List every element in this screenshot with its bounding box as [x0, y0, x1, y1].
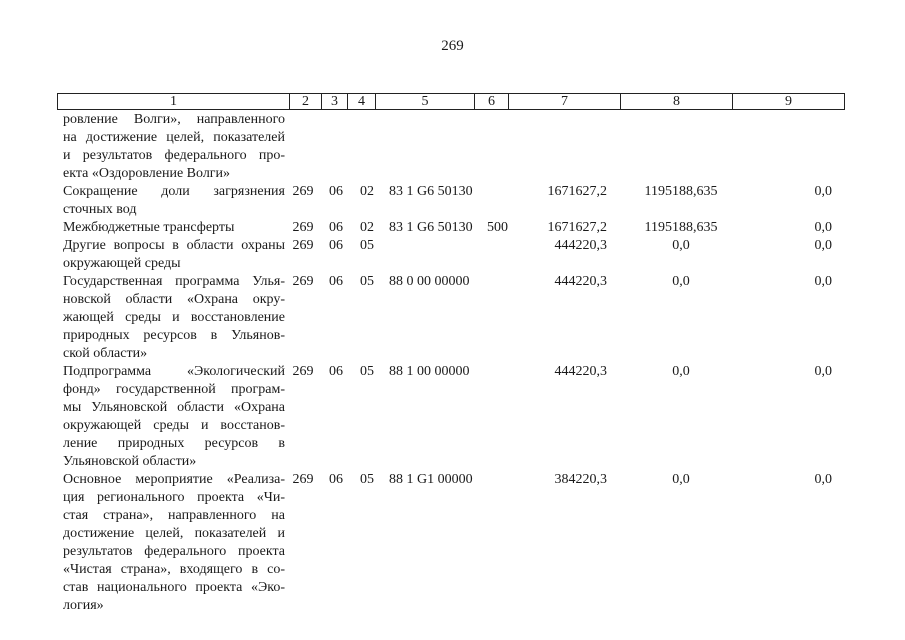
row-name-line: Ульяновской области» — [63, 454, 197, 469]
row-cell-8: 1195188,635 — [644, 184, 718, 199]
row-cell-5: 83 1 G6 50130 — [389, 220, 473, 235]
row-name-line: природных ресурсов в Ульянов- — [63, 328, 285, 343]
row-name-line: «Чистая страна», входящего в со- — [63, 562, 285, 577]
row-cell-7: 1671627,2 — [547, 184, 607, 199]
row-cell-9: 0,0 — [814, 472, 832, 487]
row-name-line: сточных вод — [63, 202, 137, 217]
row-name-cell — [63, 273, 285, 363]
row-cell-4: 05 — [360, 238, 374, 253]
row-name-line: новской области «Охрана окру- — [63, 292, 285, 307]
row-cell-3: 06 — [329, 184, 343, 199]
page-number: 269 — [441, 38, 464, 54]
row-name-line: окружающей среды и восстанов- — [63, 418, 285, 433]
row-name-line: Основное мероприятие «Реализа- — [63, 472, 285, 487]
table-row — [63, 183, 845, 219]
row-name-line: Подпрограмма «Экологический — [63, 364, 285, 379]
row-cell-4: 02 — [360, 220, 374, 235]
row-cell-3: 06 — [329, 274, 343, 289]
row-cell-2: 269 — [292, 238, 314, 253]
row-name-line: Государственная программа Улья- — [63, 274, 285, 289]
row-cell-9: 0,0 — [814, 184, 832, 199]
row-name-line: результатов федерального проекта — [63, 544, 285, 559]
row-cell-9: 0,0 — [814, 220, 832, 235]
row-cell-2: 269 — [292, 184, 314, 199]
row-cell-5: 83 1 G6 50130 — [389, 184, 473, 199]
row-name-cell — [63, 363, 285, 471]
row-name-line: мы Ульяновской области «Охрана — [63, 400, 285, 415]
row-name-line: екта «Оздоровление Волги» — [63, 166, 231, 181]
row-name-line: ция регионального проекта «Чи- — [63, 490, 285, 505]
header-col-7: 7 — [508, 94, 620, 109]
row-cell-4: 05 — [360, 364, 374, 379]
header-col-4: 4 — [347, 94, 375, 109]
row-cell-6: 500 — [487, 220, 508, 235]
row-cell-4: 02 — [360, 184, 374, 199]
header-col-9: 9 — [732, 94, 844, 109]
row-name-line: окружающей среды — [63, 256, 181, 271]
header-col-6: 6 — [474, 94, 508, 109]
row-name-line: ровление Волги», направленного — [63, 112, 285, 127]
row-name-line: Другие вопросы в области охраны — [63, 238, 285, 253]
row-cell-8: 0,0 — [672, 238, 690, 253]
row-name-line: Межбюджетные трансферты — [63, 220, 235, 235]
header-col-5: 5 — [375, 94, 474, 109]
row-name-line: Сокращение доли загрязнения — [63, 184, 285, 199]
row-name-cell — [63, 183, 285, 219]
row-name-cell — [63, 111, 285, 183]
table-row — [63, 219, 845, 237]
row-cell-5: 88 0 00 00000 — [389, 274, 470, 289]
table-row — [63, 237, 845, 273]
row-cell-3: 06 — [329, 238, 343, 253]
table-row — [63, 471, 845, 615]
row-name-line: стая страна», направленного на — [63, 508, 285, 523]
row-cell-2: 269 — [292, 274, 314, 289]
row-name-line: ской области» — [63, 346, 148, 361]
row-cell-3: 06 — [329, 364, 343, 379]
header-col-2: 2 — [289, 94, 321, 109]
header-col-8: 8 — [620, 94, 732, 109]
row-cell-7: 444220,3 — [554, 364, 607, 379]
row-cell-9: 0,0 — [814, 274, 832, 289]
row-name-cell — [63, 237, 285, 273]
row-cell-2: 269 — [292, 364, 314, 379]
table-row — [63, 273, 845, 363]
row-cell-3: 06 — [329, 472, 343, 487]
row-cell-8: 0,0 — [672, 472, 690, 487]
row-cell-2: 269 — [292, 220, 314, 235]
row-cell-3: 06 — [329, 220, 343, 235]
row-name-line: став национального проекта «Эко- — [63, 580, 285, 595]
row-cell-7: 444220,3 — [554, 274, 607, 289]
row-cell-9: 0,0 — [814, 364, 832, 379]
header-col-3: 3 — [321, 94, 347, 109]
row-cell-5: 88 1 00 00000 — [389, 364, 470, 379]
row-name-line: ление природных ресурсов в — [63, 436, 285, 451]
row-name-line: фонд» государственной програм- — [63, 382, 285, 397]
row-name-line: жающей среды и восстановление — [63, 310, 285, 325]
table-header-row — [57, 93, 845, 110]
row-cell-8: 0,0 — [672, 274, 690, 289]
header-col-1: 1 — [170, 94, 177, 109]
row-cell-9: 0,0 — [814, 238, 832, 253]
row-cell-4: 05 — [360, 274, 374, 289]
row-name-cell — [63, 219, 285, 237]
table-row — [63, 363, 845, 471]
table-row — [63, 111, 845, 183]
row-cell-7: 444220,3 — [554, 238, 607, 253]
row-cell-8: 1195188,635 — [644, 220, 718, 235]
row-name-line: на достижение целей, показателей — [63, 130, 285, 145]
row-name-line: достижение целей, показателей и — [63, 526, 285, 541]
row-name-cell — [63, 471, 285, 615]
row-cell-8: 0,0 — [672, 364, 690, 379]
row-cell-7: 1671627,2 — [547, 220, 607, 235]
row-cell-2: 269 — [292, 472, 314, 487]
row-name-line: логия» — [63, 598, 104, 613]
row-name-line: и результатов федерального про- — [63, 148, 285, 163]
row-cell-7: 384220,3 — [554, 472, 607, 487]
table-body — [63, 111, 845, 615]
row-cell-5: 88 1 G1 00000 — [389, 472, 473, 487]
row-cell-4: 05 — [360, 472, 374, 487]
